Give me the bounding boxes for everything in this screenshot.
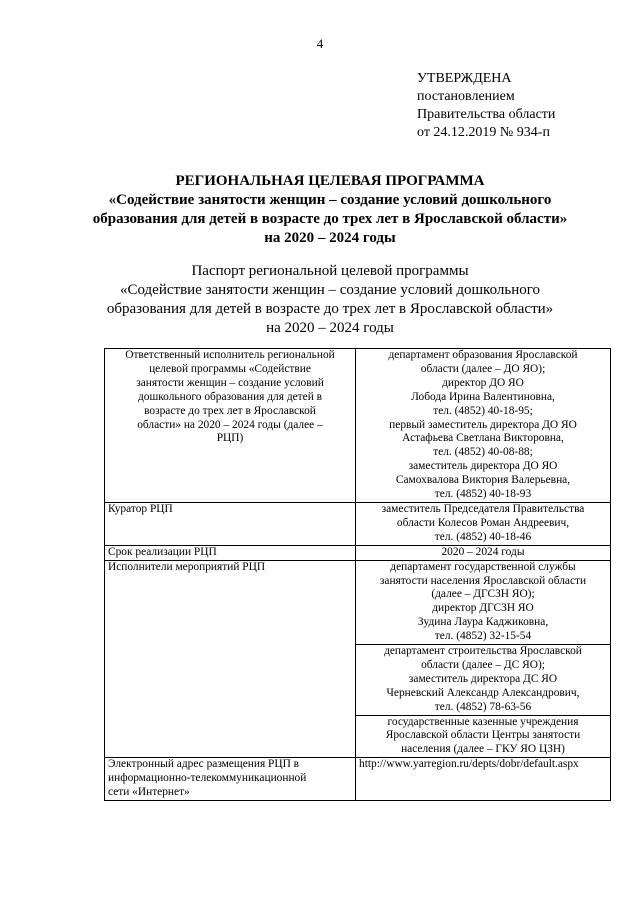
executor-gku bbox=[356, 715, 611, 758]
cell-line: директор ДГСЗН ЯО bbox=[432, 602, 534, 615]
cell-line: http://www.yarregion.ru/depts/dobr/default.aspx bbox=[359, 758, 579, 771]
term-value bbox=[356, 545, 611, 560]
table-row-executor bbox=[105, 560, 611, 644]
passport-line: Паспорт региональной целевой программы bbox=[191, 263, 469, 279]
cell-line: 2020 – 2024 годы bbox=[441, 545, 525, 558]
approval-block bbox=[417, 70, 555, 142]
cell-line: Электронный адрес размещения РЦП в bbox=[108, 758, 300, 771]
passport-line: «Содействие занятости женщин – создание условий дошкольного bbox=[119, 282, 541, 298]
cell-line: тел. (4852) 32-15-54 bbox=[434, 630, 532, 643]
cell-line: первый заместитель директора ДО ЯО bbox=[389, 418, 577, 431]
title-line: на 2020 – 2024 годы bbox=[264, 230, 396, 246]
page-number: 4 bbox=[316, 36, 324, 51]
responsible-label bbox=[105, 349, 356, 503]
table-row-web bbox=[105, 758, 611, 801]
title-line: РЕГИОНАЛЬНАЯ ЦЕЛЕВАЯ ПРОГРАММА bbox=[175, 173, 485, 189]
title-line: образования для детей в возрасте до трех лет в Ярославской области» bbox=[92, 211, 568, 227]
cell-line: заместитель Председателя Правительства bbox=[381, 502, 585, 515]
cell-line: Лобода Ирина Валентиновна, bbox=[411, 390, 555, 403]
cell-line: департамент образования Ярославской bbox=[388, 349, 578, 361]
cell-line: области Колесов Роман Андреевич, bbox=[396, 516, 570, 529]
executor-dgszn bbox=[356, 560, 611, 644]
passport-heading bbox=[60, 262, 600, 338]
cell-line: департамент государственной службы bbox=[390, 560, 576, 573]
cell-line: области» на 2020 – 2024 годы (далее – bbox=[137, 418, 323, 431]
cell-line: Самохвалова Виктория Валерьевна, bbox=[395, 474, 571, 487]
curator-label bbox=[105, 502, 356, 545]
cell-line: тел. (4852) 40-18-95; bbox=[433, 404, 533, 417]
approval-line: Правительства области bbox=[417, 107, 556, 122]
table-row-curator bbox=[105, 502, 611, 545]
passport-table bbox=[104, 348, 611, 801]
cell-line: тел. (4852) 40-08-88; bbox=[433, 446, 533, 459]
cell-line: заместитель директора ДС ЯО bbox=[408, 672, 558, 685]
cell-line: сети «Интернет» bbox=[108, 786, 190, 799]
cell-line: директор ДО ЯО bbox=[442, 376, 524, 389]
cell-line: занятости женщин – создание условий bbox=[136, 376, 324, 389]
cell-line: тел. (4852) 40-18-93 bbox=[434, 488, 532, 501]
cell-line: Ответственный исполнитель региональной bbox=[125, 349, 335, 361]
term-label bbox=[105, 545, 356, 560]
cell-line: области (далее – ДС ЯО); bbox=[421, 658, 545, 671]
cell-line: Куратор РЦП bbox=[108, 502, 173, 515]
cell-line: заместитель директора ДО ЯО bbox=[408, 460, 558, 473]
cell-line: Исполнители мероприятий РЦП bbox=[108, 560, 266, 573]
cell-line: области (далее – ДО ЯО); bbox=[420, 362, 546, 375]
cell-line: государственные казенные учреждения bbox=[387, 715, 579, 728]
cell-line: информационно-телекоммуникационной bbox=[108, 772, 307, 785]
approval-line: УТВЕРЖДЕНА bbox=[417, 71, 512, 86]
cell-line: населения (далее – ГКУ ЯО ЦЗН) bbox=[401, 743, 565, 756]
cell-line: департамент строительства Ярославской bbox=[384, 645, 582, 658]
responsible-value bbox=[356, 349, 611, 503]
curator-value bbox=[356, 502, 611, 545]
table-row-responsible bbox=[105, 349, 611, 503]
cell-line: Зудина Лаура Каджиковна, bbox=[417, 616, 549, 629]
approval-line: постановлением bbox=[417, 89, 515, 104]
cell-line: Срок реализации РЦП bbox=[108, 545, 217, 558]
cell-line: тел. (4852) 78-63-56 bbox=[434, 700, 532, 713]
cell-line: целевой программы «Содействие bbox=[149, 362, 311, 375]
program-title bbox=[60, 172, 600, 248]
passport-line: на 2020 – 2024 годы bbox=[266, 320, 394, 336]
table-row-term bbox=[105, 545, 611, 560]
passport-line: образования для детей в возрасте до трех лет в Ярославской области» bbox=[106, 301, 554, 317]
title-line: «Содействие занятости женщин – создание условий дошкольного bbox=[108, 192, 552, 208]
cell-line: дошкольного образования для детей в bbox=[137, 390, 323, 403]
executor-ds bbox=[356, 645, 611, 716]
cell-line: Астафьева Светлана Викторовна, bbox=[402, 432, 564, 445]
cell-line: тел. (4852) 40-18-46 bbox=[434, 530, 532, 543]
web-label bbox=[105, 758, 356, 801]
approval-line: от 24.12.2019 № 934-п bbox=[417, 125, 550, 140]
cell-line: возрасте до трех лет в Ярославской bbox=[144, 404, 316, 417]
web-address-link[interactable] bbox=[356, 758, 611, 801]
cell-line: занятости населения Ярославской области bbox=[379, 574, 587, 587]
cell-line: РЦП) bbox=[216, 432, 244, 445]
cell-line: Ярославской области Центры занятости bbox=[385, 729, 581, 742]
cell-line: (далее – ДГСЗН ЯО); bbox=[431, 588, 535, 601]
cell-line: Черневский Александр Александрович, bbox=[386, 686, 580, 699]
executors-label bbox=[105, 560, 356, 758]
